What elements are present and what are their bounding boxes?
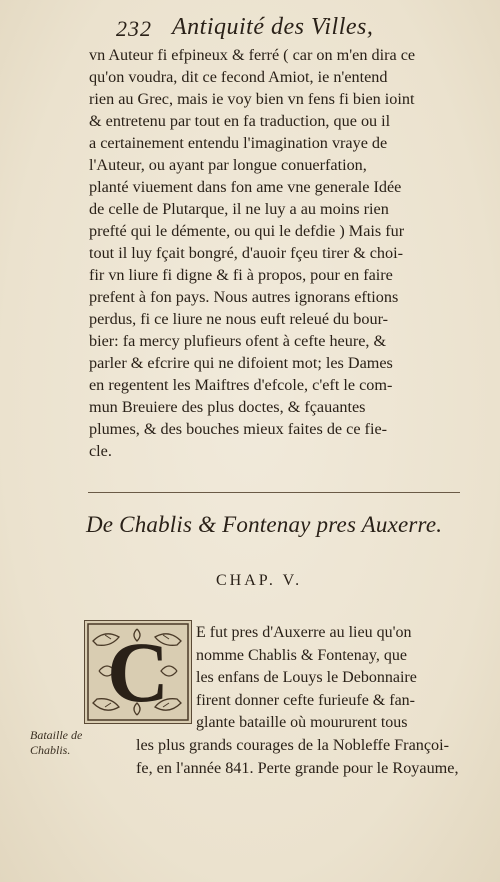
section-title: De Chablis & Fontenay pres Auxerre.	[86, 512, 443, 537]
drop-cap-letter: C	[106, 624, 170, 720]
text-line: vn Auteur fi efpineux & ferré ( car on m'en dira ce	[89, 46, 416, 64]
text-line: prefté qui le démente, ou qui le defdie ) Mais fur	[89, 222, 405, 240]
text-line: rien au Grec, mais ie voy bien vn fens fi bien ioint	[89, 90, 415, 108]
text-line: tout il luy fçait bongré, d'auoir fçeu tirer & choi-	[89, 244, 403, 262]
text-line: firent donner cefte furieufe & fan-	[196, 691, 415, 709]
chapter-heading: CHAP. V.	[216, 572, 303, 589]
text-line: plumes, & des bouches mieux faites de ce fie-	[89, 420, 388, 438]
text-line: les plus grands courages de la Nobleffe Françoi-	[136, 736, 450, 754]
marginal-note-line: Bataille de	[30, 728, 83, 742]
text-line: prefent à fon pays. Nous autres ignorans eftions	[89, 288, 399, 306]
text-line: bier: fa mercy plufieurs ofent à cefte heure, &	[89, 332, 387, 350]
page-header	[110, 14, 450, 44]
text-line: a certainement entendu l'imagination vraye de	[89, 134, 388, 152]
text-line: fir vn liure fi digne & fi à propos, pour en faire	[89, 266, 393, 284]
text-line: & entretenu par tout en fa traduction, que ou il	[89, 112, 391, 130]
text-line: parler & efcrire qui ne difoient mot; les Dames	[89, 354, 393, 372]
marginal-note-line: Chablis.	[30, 743, 71, 757]
text-line: fe, en l'année 841. Perte grande pour le Royaume,	[136, 759, 459, 777]
page-number: 232	[116, 16, 152, 41]
text-line: l'Auteur, ou ayant par longue conuerfation,	[89, 156, 367, 174]
text-line: E fut pres d'Auxerre au lieu qu'on	[196, 624, 412, 641]
running-title: Antiquité des Villes,	[172, 14, 374, 40]
text-line: en regentent les Maiftres d'efcole, c'eft le com-	[89, 376, 393, 394]
ornament-icon	[85, 621, 191, 723]
text-line: glante bataille où moururent tous	[196, 714, 408, 731]
text-line: nomme Chablis & Fontenay, que	[196, 646, 407, 664]
text-line: planté viuement dans fon ame vne generale Idée	[89, 178, 402, 196]
chapter-text-full	[136, 734, 468, 780]
text-line: les enfans de Louys le Debonnaire	[196, 669, 417, 686]
text-line: mun Breuiere des plus doctes, & fçauantes	[89, 398, 366, 416]
body-paragraph	[89, 44, 467, 462]
text-line: de celle de Plutarque, il ne luy a au moins rien	[89, 200, 389, 218]
marginal-note	[30, 728, 86, 758]
decorated-initial-c	[84, 620, 192, 724]
text-line: perdus, fi ce liure ne nous euft releué du bour-	[89, 310, 389, 328]
text-line: qu'on voudra, dit ce fecond Amiot, ie n'entend	[89, 68, 388, 86]
section-rule	[88, 492, 460, 493]
chapter-text-beside-initial	[196, 622, 466, 735]
text-line: cle.	[89, 442, 112, 460]
